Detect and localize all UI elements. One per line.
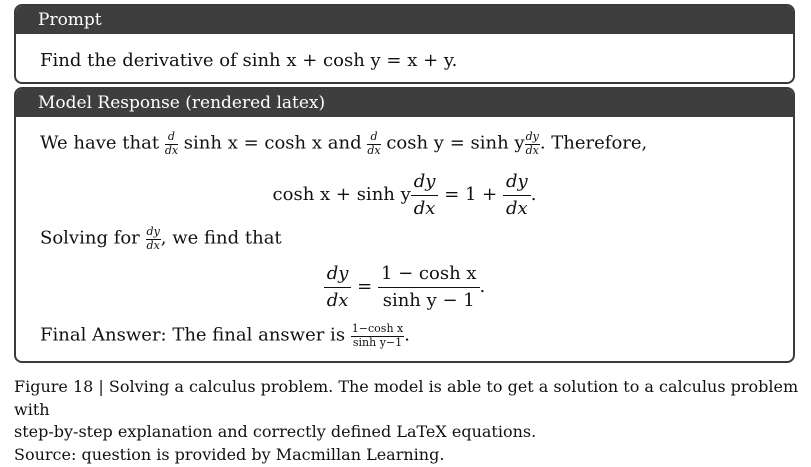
- response-box: [14, 87, 795, 363]
- response-header: Model Response (rendered latex): [16, 89, 793, 117]
- dy-dx-fraction-1: $\frac{dy}{dx}$: [525, 130, 539, 157]
- d-dx-fraction-2: $\frac{d}{dx}$: [367, 130, 381, 157]
- final-answer-line: Final Answer: The final answer is $\frac{\text{1−cosh x}}{\text{sinh y−1}}$ .: [40, 322, 410, 349]
- eq2-rhs-fraction: $\frac{\text{1 − cosh x}}{\text{sinh y − 1}}$: [378, 263, 480, 311]
- dy-dx-fraction-2: $\frac{dy}{dx}$: [146, 225, 160, 252]
- response-line-2: [40, 226, 282, 251]
- solving-for-text: Solving for: [40, 227, 140, 249]
- we-find-text: , we find that: [160, 227, 282, 249]
- cosh-y-term: cosh y: [386, 132, 444, 154]
- caption-line-3: Source: question is provided by Macmillan Learning.: [14, 445, 445, 465]
- sinh-x-term: sinh x: [183, 132, 238, 154]
- therefore-text: . Therefore,: [539, 132, 648, 154]
- prompt-header: Prompt: [16, 6, 793, 34]
- eq1-dy-dx-left: $\frac{dy}{dx}$: [411, 171, 439, 219]
- final-answer-prefix: Final Answer: The final answer is: [40, 324, 346, 346]
- response-line-1: We have that $\frac{d}{dx}$ sinh x = cosh x and $\frac{d}{dx}$ cosh y = sinh y $\frac{dy}{dx}$ . Therefore,: [40, 130, 648, 157]
- d-dx-fraction-1: $\frac{d}{dx}$: [164, 130, 179, 157]
- figure-caption: [14, 376, 804, 467]
- eq1-dy-dx-right: $\frac{dy}{dx}$: [503, 171, 531, 219]
- prompt-text: Find the derivative of sinh x + cosh y = x + y.: [40, 50, 458, 71]
- sinh-y-term: sinh y: [470, 132, 525, 154]
- we-have-text: We have that: [40, 132, 160, 154]
- eq1-left: cosh x + sinh y: [272, 184, 411, 206]
- final-answer-fraction: $\frac{\text{1−cosh x}}{\text{sinh y−1}}$: [351, 322, 404, 349]
- equation-2: $\frac{dy}{dx}$ = $\frac{\text{1 − cosh x}}{\text{sinh y − 1}}$ .: [16, 263, 793, 311]
- prompt-box: [14, 4, 795, 84]
- eq1-mid: = 1 +: [444, 184, 498, 206]
- caption-line-2: step-by-step explanation and correctly defined LaTeX equations.: [14, 422, 537, 442]
- caption-line-1: Figure 18 | Solving a calculus problem. The model is able to get a solution to a calculus problem with: [14, 377, 799, 419]
- and-text: and: [327, 132, 362, 154]
- eq2-dy-dx: $\frac{dy}{dx}$: [324, 263, 352, 311]
- cosh-x-term: cosh x: [264, 132, 323, 154]
- equation-1: cosh x + sinh y $\frac{dy}{dx}$ = 1 + $\frac{dy}{dx}$ .: [272, 171, 537, 219]
